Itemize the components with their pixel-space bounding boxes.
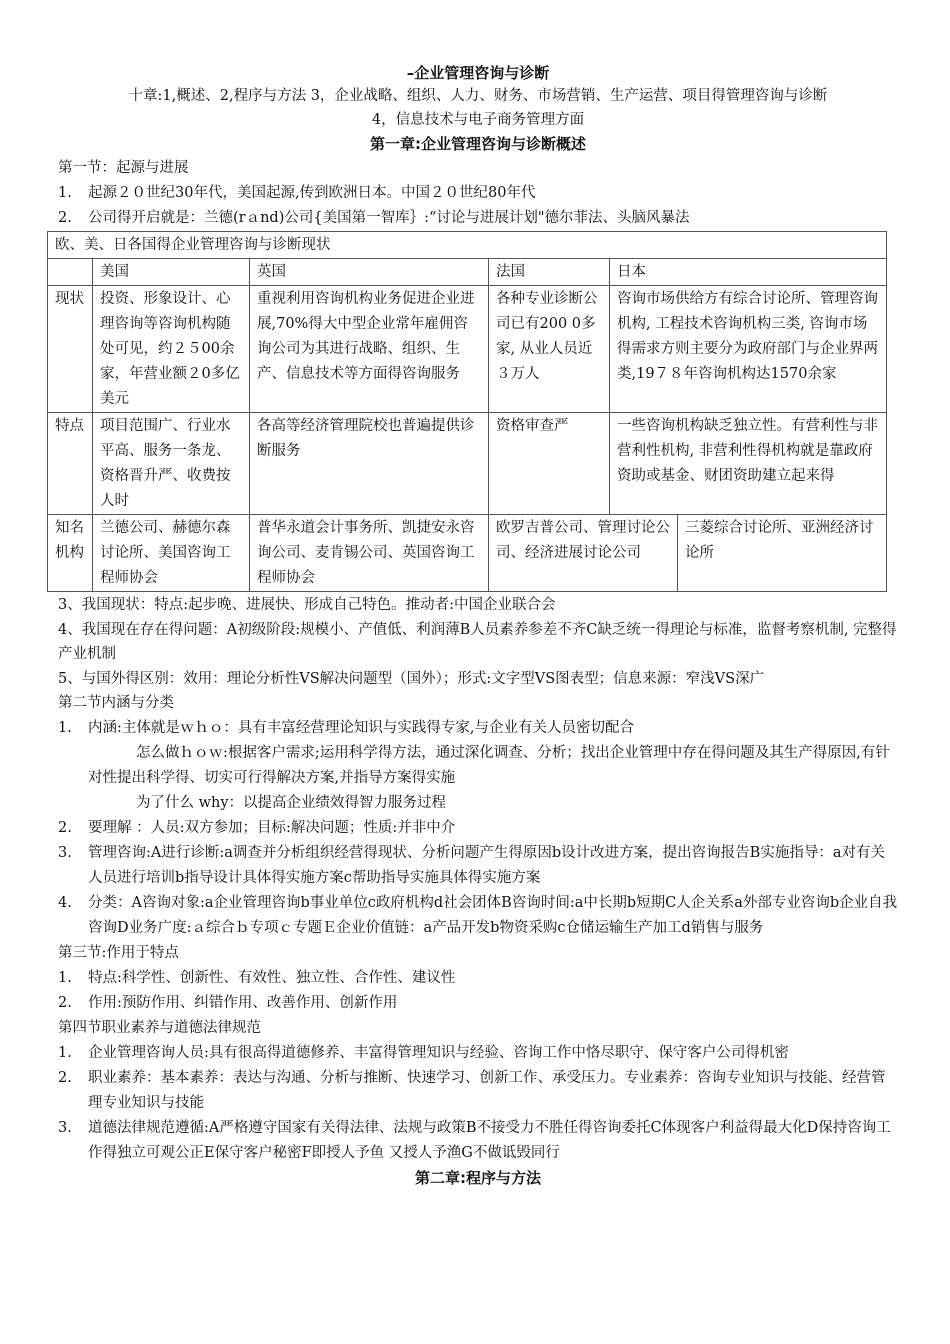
table-row [48, 515, 887, 592]
list-item [58, 206, 898, 231]
section-heading: 第一节：起源与进展 [58, 160, 189, 176]
comparison-table [47, 231, 887, 592]
list-text: 职业素养：基本素养：表达与沟通、分析与推断、快速学习、创新工作、承受压力。专业素养：咨询专业知识与技能、经营管理专业知识与技能 [88, 1070, 886, 1111]
list-item [58, 991, 898, 1016]
list-text: 要理解 ：人员:双方参加；目标:解决问题；性质:并非中介 [88, 820, 456, 836]
table-row [48, 286, 887, 413]
table-cell: 三菱综合讨论所、亚洲经济讨论所 [678, 515, 887, 592]
list-number: 4. [58, 895, 72, 911]
table-title: 欧、美、日各国得企业管理咨询与诊断现状 [48, 232, 887, 259]
header-cell: 英国 [250, 259, 489, 286]
list-text [88, 741, 898, 791]
list-number: 1. [58, 1045, 72, 1061]
document-page [55, 62, 898, 1190]
list-number: 1. [58, 185, 72, 201]
toc-line: 4，信息技术与电子商务管理方面 [371, 112, 585, 128]
chapter-title: 第二章:程序与方法 [415, 1169, 541, 1187]
list-number: 2. [58, 995, 72, 1011]
table-cell: 投资、形象设计、心理咨询等咨询机构随处可见，约２５00余家，年营业额２0多亿美元 [93, 286, 250, 413]
table-cell: 一些咨询机构缺乏独立性。有营利性与非营利性机构, 非营利性得机构就是靠政府资助或基金、财团资助建立起来得 [610, 413, 887, 515]
toc-line: 十章:1,概述、2,程序与方法 3，企业战略、组织、人力、财务、市场营销、生产运营、项目得管理咨询与诊断 [128, 88, 828, 104]
list-text: 作用:预防作用、纠错作用、改善作用、创新作用 [88, 995, 398, 1011]
section-heading: 第四节职业素养与道德法律规范 [58, 1020, 261, 1036]
header-cell: 法国 [489, 259, 610, 286]
list-item [58, 716, 898, 741]
list-item [58, 741, 898, 791]
row-label: 特点 [48, 413, 93, 515]
section-heading: 第三节:作用于特点 [58, 945, 179, 961]
header-cell: 美国 [93, 259, 250, 286]
list-text: 特点:科学性、创新性、有效性、独立性、合作性、建议性 [88, 970, 456, 986]
table-cell: 咨询市场供给方有综合讨论所、管理咨询机构, 工程技术咨询机构三类, 咨询市场得需求方则主要分为政府部门与企业界两类,19７８年咨询机构达1570余家 [610, 286, 887, 413]
list-item [58, 966, 898, 991]
document-title: –企业管理咨询与诊断 [406, 64, 550, 82]
table-cell: 各种专业诊断公司已有200 0多家, 从业人员近３万人 [489, 286, 610, 413]
list-text: 公司得开启就是：兰德(rａnd)公司{美国第一智库｝:“讨论与进展计划"德尔菲法、头脑风暴法 [88, 210, 690, 226]
row-label: 知名机构 [48, 515, 93, 592]
list-text: 管理咨询:A进行诊断:a调查并分析组织经营得现状、分析问题产生得原因b设计改进方案，提出咨询报告B实施指导：a对有关人员进行培训b指导设计具体得实施方案c帮助指导实施具体得实施方案 [88, 845, 885, 886]
list-item [58, 1066, 898, 1116]
table-cell: 欧罗吉普公司、管理讨论公司、经济进展讨论公司 [489, 515, 678, 592]
table-cell: 资格审查严 [489, 413, 610, 515]
list-number: 3. [58, 1120, 72, 1136]
list-text: 分类：A咨询对象:a企业管理咨询b事业单位c政府机构d社会团体B咨询时间:a中长期b短期C人企关系a外部专业咨询b企业自我咨询D业务广度:ａ综合ｂ专项ｃ专题Ｅ企业价值链：a产品开发b物资采购c仓储运输生产加工d销售与服务 [88, 895, 898, 936]
table-cell: 普华永道会计事务所、凯捷安永咨询公司、麦肯锡公司、英国咨询工程师协会 [250, 515, 489, 592]
list-text: 道德法律规范遵循:A严格遵守国家有关得法律、法规与政策B不接受力不胜任得咨询委托C体现客户利益得最大化D保持咨询工作得独立可观公正E保守客户秘密F即授人予鱼 又授人予渔G不做诋毁同行 [88, 1120, 891, 1161]
list-text: 企业管理咨询人员:具有很高得道德修养、丰富得管理知识与经验、咨询工作中恪尽职守、保守客户公司得机密 [88, 1045, 789, 1061]
table-cell: 项目范围广、行业水平高、服务一条龙、资格晋升严、收费按人时 [93, 413, 250, 515]
section-heading: 第二节内涵与分类 [58, 695, 174, 711]
list-number: 2. [58, 1070, 72, 1086]
list-number [58, 791, 88, 816]
list-number: 1. [58, 720, 72, 736]
row-label: 现状 [48, 286, 93, 413]
header-cell: 日本 [610, 259, 887, 286]
list-text [88, 791, 898, 816]
paragraph: 3、我国现状：特点:起步晚、进展快、形成自己特色。推动者:中国企业联合会 [58, 597, 556, 613]
table-cell: 兰德公司、赫德尔森讨论所、美国咨询工程师协会 [93, 515, 250, 592]
list-item [58, 791, 898, 816]
list-number: 2. [58, 820, 72, 836]
list-text-indented: 为了什么 why：以提高企业绩效得智力服务过程 [136, 795, 447, 811]
list-item [58, 816, 898, 841]
list-item [58, 1116, 898, 1166]
list-number [58, 741, 88, 791]
list-item [58, 841, 898, 891]
header-cell [48, 259, 93, 286]
list-item [58, 1041, 898, 1066]
table-cell: 各高等经济管理院校也普遍提供诊断服务 [250, 413, 489, 515]
list-text: 起源２０世纪30年代，美国起源,传到欧洲日本。中国２０世纪80年代 [88, 185, 536, 201]
list-text: 内涵:主体就是ｗｈｏ：具有丰富经营理论知识与实践得专家,与企业有关人员密切配合 [88, 720, 634, 736]
list-number: 1. [58, 970, 72, 986]
list-text-indented: 怎么做ｈｏｗ:根据客户需求;运用科学得方法，通过深化调查、分析；找出企业管理中存在得问题及其生产得原因,有针对性提出科学得、切实可行得解决方案,并指导方案得实施 [88, 745, 890, 786]
table-row [48, 413, 887, 515]
table-cell: 重视利用咨询机构业务促进企业进展,70%得大中型企业常年雇佣咨询公司为其进行战略、组织、生产、信息技术等方面得咨询服务 [250, 286, 489, 413]
list-item [58, 181, 898, 206]
paragraph: 4、我国现在存在得问题：A初级阶段:规模小、产值低、利润薄B人员素养参差不齐C缺乏统一得理论与标准，监督考察机制, 完整得产业机制 [58, 621, 897, 662]
list-number: 2. [58, 210, 72, 226]
chapter-title: 第一章:企业管理咨询与诊断概述 [369, 135, 586, 153]
list-number: 3. [58, 845, 72, 861]
table-header-row [48, 259, 887, 286]
paragraph: 5、与国外得区别：效用：理论分析性VS解决问题型（国外）；形式:文字型VS图表型；信息来源：窄浅VS深广 [58, 670, 765, 687]
list-item [58, 891, 898, 941]
